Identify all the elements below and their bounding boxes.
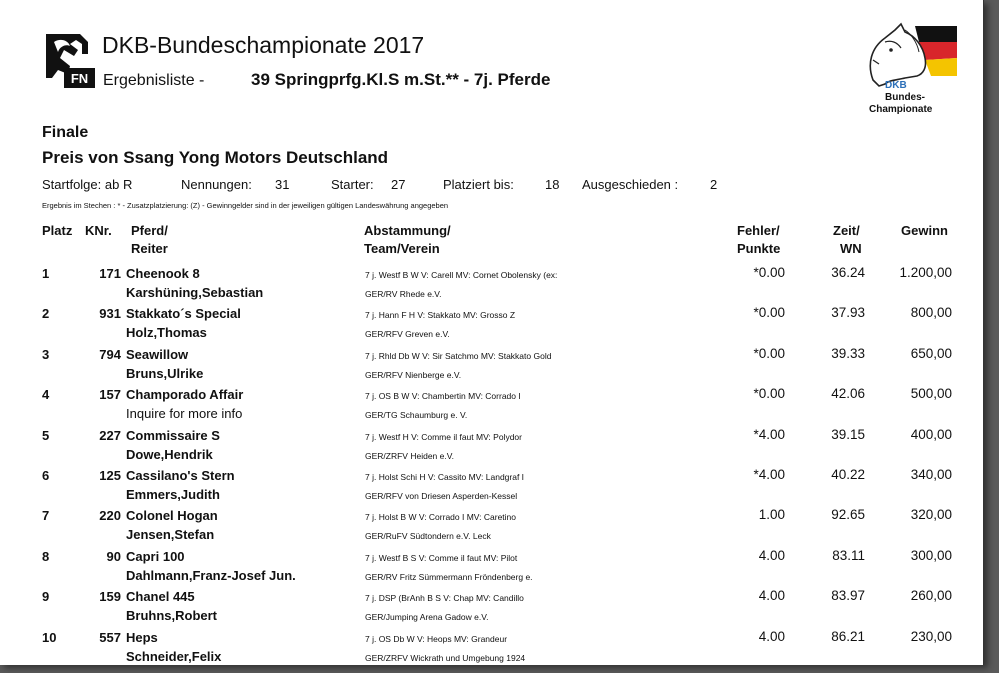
result-knr: 557 (99, 629, 121, 645)
section-heading: Finale (42, 124, 89, 141)
sponsor-heading: Preis von Ssang Yong Motors Deutschland (42, 148, 389, 167)
result-knr: 159 (99, 589, 121, 605)
result-gewinn: 260,00 (910, 588, 952, 604)
result-zeit: 39.15 (831, 426, 865, 442)
competition-title: 39 Springprfg.Kl.S m.St.** - 7j. Pferde (251, 70, 551, 89)
result-abstammung: 7 j. Westf H V: Comme il faut MV: Polydor (365, 431, 522, 442)
starter-value: 27 (391, 177, 406, 192)
platziert-value: 18 (545, 177, 560, 192)
result-rider: Emmers,Judith (126, 487, 220, 502)
result-fehler: *0.00 (753, 386, 785, 402)
result-knr: 227 (99, 427, 121, 443)
table-row (0, 425, 983, 465)
table-row (0, 344, 983, 384)
table-row (0, 303, 983, 343)
col-wn: WN (840, 241, 862, 256)
nennungen-value: 31 (275, 177, 290, 192)
dkb-logo-line-3: Championate (869, 104, 933, 115)
result-zeit: 39.33 (831, 345, 865, 361)
result-zeit: 40.22 (831, 467, 865, 482)
result-rider: Schneider,Felix (126, 648, 222, 664)
result-horse: Stakkato´s Special (126, 306, 241, 322)
result-team: GER/RFV Nienberge e.V. (365, 369, 462, 380)
result-platz: 8 (42, 548, 50, 564)
table-row (0, 546, 983, 586)
result-horse: Commissaire S (126, 427, 220, 443)
result-rider: Bruns,Ulrike (126, 365, 204, 381)
result-horse: Chanel 445 (126, 589, 195, 605)
result-gewinn: 300,00 (910, 547, 952, 563)
result-rider: Holz,Thomas (126, 325, 207, 341)
col-reiter: Reiter (131, 241, 168, 256)
nennungen-label: Nennungen: (181, 177, 252, 192)
result-knr: 157 (99, 387, 121, 403)
table-row (0, 465, 983, 505)
startfolge: Startfolge: ab R (42, 177, 133, 192)
result-team: GER/TG Schaumburg e. V. (365, 410, 468, 421)
result-fehler: *4.00 (753, 467, 785, 482)
result-rider: Dahlmann,Franz-Josef Jun. (126, 567, 296, 583)
result-note: Ergebnis im Stechen : * - Zusatzplatzierung: (Z) - Gewinngelder sind in der jeweiligen gültigen Landeswährung angegeben (42, 201, 449, 210)
result-fehler: *0.00 (753, 265, 785, 280)
result-knr: 794 (99, 346, 121, 362)
result-platz: 6 (42, 468, 50, 483)
result-abstammung: 7 j. Rhld Db W V: Sir Satchmo MV: Stakkato Gold (365, 350, 552, 361)
result-gewinn: 650,00 (910, 345, 952, 361)
result-horse: Colonel Hogan (126, 508, 218, 524)
result-fehler: *4.00 (753, 426, 785, 442)
result-fehler: *0.00 (753, 345, 785, 361)
result-knr: 931 (99, 306, 121, 322)
result-gewinn: 340,00 (910, 467, 952, 482)
table-row (0, 384, 983, 424)
dkb-logo-line-2: Bundes- (885, 92, 925, 103)
col-pferd: Pferd/ (131, 223, 168, 238)
col-team: Team/Verein (364, 241, 440, 256)
table-row (0, 627, 983, 665)
result-gewinn: 800,00 (910, 305, 952, 321)
result-zeit: 83.11 (832, 547, 865, 563)
result-zeit: 92.65 (831, 507, 865, 523)
result-platz: 3 (42, 346, 50, 362)
table-row (0, 263, 983, 303)
result-zeit: 42.06 (831, 386, 865, 402)
result-horse: Capri 100 (126, 548, 185, 564)
ausgeschieden-value: 2 (710, 177, 718, 192)
col-fehler: Fehler/ (737, 223, 780, 238)
result-horse: Cheenook 8 (126, 266, 200, 281)
result-platz: 5 (42, 427, 50, 443)
col-knr: KNr. (85, 223, 112, 238)
result-team: GER/RFV Greven e.V. (365, 329, 450, 340)
col-platz: Platz (42, 223, 73, 238)
result-fehler: *0.00 (753, 305, 785, 321)
result-rider: Karshüning,Sebastian (126, 285, 264, 300)
result-horse: Seawillow (126, 346, 189, 362)
result-team: GER/ZRFV Heiden e.V. (365, 450, 454, 461)
page-title: DKB-Bundeschampionate 2017 (102, 32, 425, 58)
result-abstammung: 7 j. Westf B W V: Carell MV: Cornet Obolensky (ex: (365, 270, 558, 280)
table-row (0, 586, 983, 626)
result-abstammung: 7 j. OS Db W V: Heops MV: Grandeur (365, 633, 508, 644)
result-abstammung: 7 j. DSP (BrAnh B S V: Chap MV: Candillo (365, 593, 524, 604)
result-fehler: 4.00 (758, 588, 785, 604)
result-rider: Bruhns,Robert (126, 608, 217, 624)
result-knr: 90 (106, 548, 121, 564)
result-gewinn: 400,00 (910, 426, 952, 442)
col-zeit: Zeit/ (833, 223, 860, 238)
result-gewinn: 500,00 (910, 386, 952, 402)
result-platz: 2 (42, 306, 50, 322)
list-label: Ergebnisliste - (103, 72, 205, 89)
result-team: GER/Jumping Arena Gadow e.V. (365, 612, 489, 623)
result-rider: Inquire for more info (126, 406, 243, 422)
result-horse: Heps (126, 629, 158, 645)
result-abstammung: 7 j. Holst B W V: Corrado I MV: Caretino (365, 512, 516, 523)
col-abstammung: Abstammung/ (364, 223, 451, 238)
result-fehler: 1.00 (758, 507, 785, 523)
result-platz: 4 (42, 387, 50, 403)
result-abstammung: 7 j. Hann F H V: Stakkato MV: Grosso Z (365, 310, 516, 321)
ausgeschieden-label: Ausgeschieden : (582, 177, 679, 192)
table-row (0, 505, 983, 545)
col-punkte: Punkte (737, 241, 781, 256)
result-team: GER/ZRFV Wickrath und Umgebung 1924 (365, 652, 526, 663)
platziert-label: Platziert bis: (443, 177, 514, 192)
result-platz: 1 (42, 266, 50, 281)
dkb-championate-logo (845, 20, 960, 120)
result-horse: Champorado Affair (126, 387, 244, 403)
result-knr: 220 (99, 508, 121, 524)
result-rider: Jensen,Stefan (126, 527, 215, 543)
result-gewinn: 320,00 (910, 507, 952, 523)
result-zeit: 36.24 (831, 265, 865, 280)
result-team: GER/RV Fritz Sümmermann Fröndenberg e. (365, 571, 533, 582)
starter-label: Starter: (331, 177, 374, 192)
dkb-logo-line-1: DKB (885, 80, 907, 91)
result-zeit: 37.93 (831, 305, 865, 321)
result-team: GER/RFV von Driesen Asperden-Kessel (365, 491, 518, 501)
fn-logo (40, 30, 95, 88)
result-rider: Dowe,Hendrik (126, 446, 213, 462)
fn-logo-text: FN (70, 71, 89, 86)
result-abstammung: 7 j. Holst Schi H V: Cassito MV: Landgraf I (365, 472, 525, 482)
result-team: GER/RuFV Südtondern e.V. Leck (365, 531, 491, 542)
result-fehler: 4.00 (758, 628, 785, 644)
result-knr: 125 (99, 468, 121, 483)
result-horse: Cassilano's Stern (126, 468, 235, 483)
result-fehler: 4.00 (758, 547, 785, 563)
result-gewinn: 230,00 (910, 628, 952, 644)
result-team: GER/RV Rhede e.V. (365, 289, 442, 299)
result-platz: 7 (42, 508, 50, 524)
result-abstammung: 7 j. Westf B S V: Comme il faut MV: Pilot (365, 552, 518, 563)
result-platz: 9 (42, 589, 50, 605)
result-zeit: 83.97 (831, 588, 865, 604)
result-gewinn: 1.200,00 (899, 265, 952, 280)
col-gewinn: Gewinn (901, 223, 948, 238)
result-abstammung: 7 j. OS B W V: Chambertin MV: Corrado I (365, 391, 521, 402)
result-platz: 10 (42, 629, 57, 645)
result-zeit: 86.21 (831, 628, 865, 644)
result-knr: 171 (99, 266, 121, 281)
